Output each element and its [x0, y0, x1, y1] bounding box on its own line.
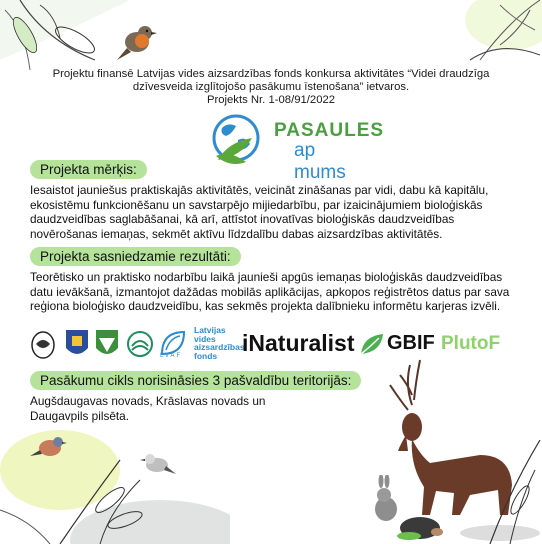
- municipality-logo-icon: [94, 328, 120, 360]
- grey-bird-icon: [140, 448, 176, 480]
- gbif-logo: GBIF: [387, 332, 435, 354]
- funding-line-1: Projektu finansē Latvijas vides aizsardzības fonds konkursa aktivitātes “Videi draudzīga: [52, 68, 490, 80]
- project-logo: [208, 110, 385, 183]
- leaf-decoration-bottom-right: [480, 440, 542, 544]
- water-logo-icon: [126, 330, 154, 358]
- lvaf-name-line-4: fonds: [194, 350, 218, 361]
- globe-icon: [208, 110, 268, 170]
- funding-line-2: dzīvesveida izglītojošo pasākumu īstenošana” ietvaros.: [132, 81, 410, 93]
- lvaf-name-line-1: Latvijas: [194, 325, 226, 335]
- coat-of-arms-icon: [64, 328, 90, 360]
- cycle-heading: Pasākumu cikls norisināsies 3 pašvaldību teritorijās:: [30, 371, 361, 390]
- cycle-text: [30, 394, 330, 423]
- goals-text: Iesaistot jauniešus praktiskajās aktivitātēs, veicināt zināšanas par vidi, dabu kā kapitālu, ekosistēmu funkcionēšanu un savstarpējo mijiedarbību, par izaicinājumiem bioloģiskās daudzveidības saglabāšanai, kā arī, attīstot inovatīvas bioloģiskās daudzveidības novērošanas iemaņas, sekmēt aktīvu līdzdalību dabas aizsardzības aktivitātēs.: [30, 183, 489, 241]
- lvaf-name-line-3: aizsardzības: [194, 342, 245, 352]
- lvaf-abbreviation: LVAF: [160, 353, 183, 359]
- plutof-logo: PlutoF: [441, 333, 501, 354]
- logo-subtitle: ap mums: [294, 140, 346, 183]
- lvaf-name: [194, 326, 245, 360]
- finch-bird-icon: [30, 430, 70, 462]
- hedgehog-icon: [395, 510, 445, 540]
- funding-statement: [20, 68, 522, 107]
- goals-heading: Projekta mērķis:: [30, 160, 147, 179]
- cycle-text-line-1: Augšdaugavas novads, Krāslavas novads un: [30, 394, 266, 408]
- funding-line-3: Projekts Nr. 1-08/91/2022: [206, 94, 336, 106]
- results-heading: Projekta sasniedzamie rezultāti:: [30, 247, 241, 266]
- results-text: Teorētisko un praktisko nodarbību laikā jaunieši apgūs iemaņas bioloģiskās daudzveidības datu ievākšanā, izmantojot dažādas mobilās aplikācijas, apkopos reģistrētos datus par sava reģiona bioloģisko daudzveidību, kas sekmēs projekta dalībnieku informētu karjeras izvēli.: [30, 270, 510, 314]
- leaf-decoration-top-right: [440, 0, 542, 70]
- robin-bird-icon: [115, 18, 160, 63]
- inaturalist-logo: iNaturalist: [242, 330, 355, 356]
- lvaf-name-line-2: vides: [194, 333, 216, 344]
- cycle-text-line-2: Daugavpils pilsēta.: [30, 408, 130, 423]
- logo-title: PASAULES: [274, 120, 385, 141]
- nature-agency-logo-icon: [30, 330, 56, 360]
